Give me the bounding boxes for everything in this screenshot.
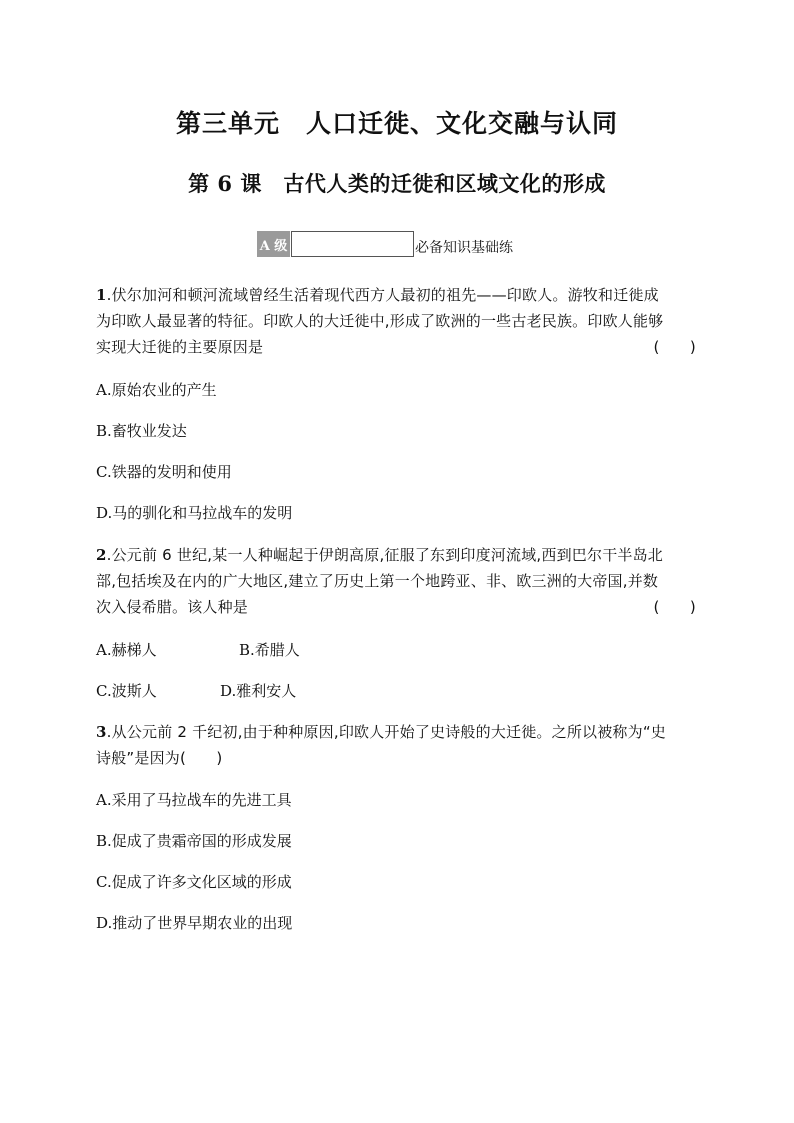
question-line: 1.伏尔加河和顿河流域曾经生活着现代西方人最初的祖先——印欧人。游牧和迁徙成 <box>96 286 659 304</box>
question-2 <box>96 542 700 620</box>
option-c: C.铁器的发明和使用 <box>96 463 232 481</box>
option-a: A.赫梯人 <box>96 641 157 659</box>
question-number: 2 <box>96 546 107 564</box>
option-d: D.雅利安人 <box>220 682 297 700</box>
question-number: 1 <box>96 286 107 304</box>
option-b: B.畜牧业发达 <box>96 422 187 440</box>
option-d: D.推动了世界早期农业的出现 <box>96 914 293 932</box>
answer-paren: ( ) <box>653 338 696 356</box>
question-line: 为印欧人最显著的特征。印欧人的大迁徙中,形成了欧洲的一些古老民族。印欧人能够 <box>96 312 664 330</box>
question-1 <box>96 282 700 360</box>
lesson-title: 第 6 课 古代人类的迁徙和区域文化的形成 <box>188 171 606 196</box>
answer-paren: ( ) <box>653 598 696 616</box>
score-box <box>291 231 414 257</box>
option-a: A.原始农业的产生 <box>96 381 217 399</box>
question-number: 3 <box>96 723 107 741</box>
level-header <box>257 227 513 257</box>
question-line: 2.公元前 6 世纪,某一人种崛起于伊朗高原,征服了东到印度河流域,西到巴尔干半岛北 <box>96 546 663 564</box>
question-3 <box>96 719 700 771</box>
option-c: C.促成了许多文化区域的形成 <box>96 873 292 891</box>
level-label: 必备知识基础练 <box>415 240 513 256</box>
question-line: 实现大迁徙的主要原因是 ( ) <box>96 334 700 360</box>
option-c: C.波斯人 <box>96 682 157 700</box>
unit-title: 第三单元 人口迁徙、文化交融与认同 <box>175 109 618 138</box>
question-line: 3.从公元前 2 千纪初,由于种种原因,印欧人开始了史诗般的大迁徙。之所以被称为“史 <box>96 723 666 741</box>
question-line: 诗般”是因为( ) <box>96 749 223 767</box>
option-b: B.促成了贵霜帝国的形成发展 <box>96 832 292 850</box>
level-badge: A 级 <box>257 231 290 257</box>
option-a: A.采用了马拉战车的先进工具 <box>96 791 292 809</box>
question-line: 次入侵希腊。该人种是 ( ) <box>96 594 700 620</box>
option-b: B.希腊人 <box>239 641 300 659</box>
question-line: 部,包括埃及在内的广大地区,建立了历史上第一个地跨亚、非、欧三洲的大帝国,并数 <box>96 572 659 590</box>
option-d: D.马的驯化和马拉战车的发明 <box>96 504 293 522</box>
